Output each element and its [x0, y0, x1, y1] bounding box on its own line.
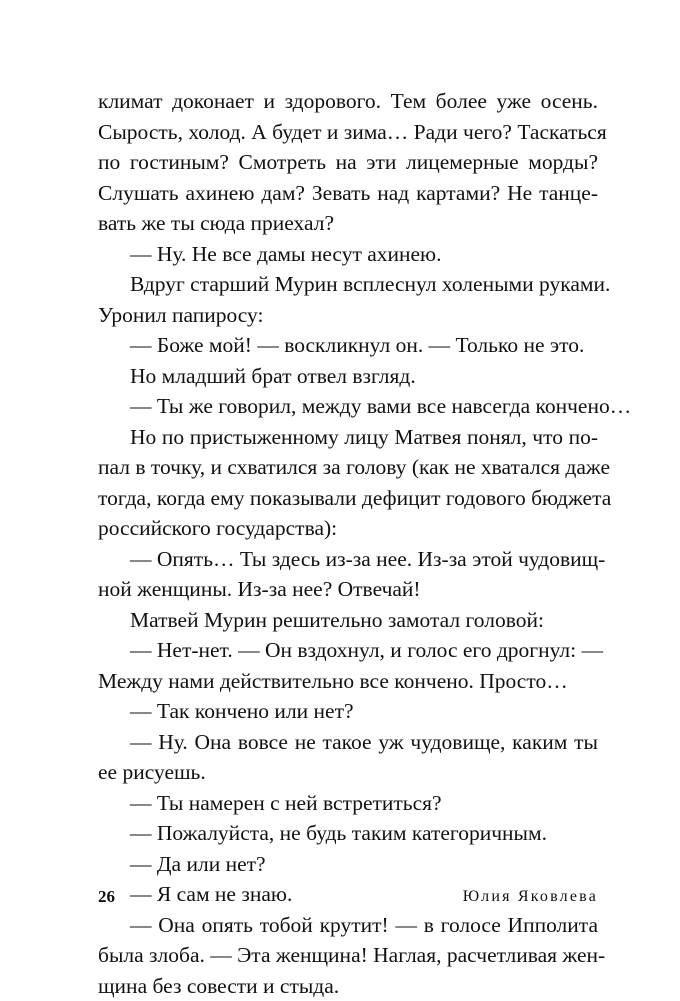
text-line: — Нет-нет. — Он вздохнул, и голос его дрогнул: — [98, 635, 598, 666]
text-line: — Да или нет? [98, 849, 598, 880]
running-head-author: Юлия Яковлева [463, 884, 598, 910]
text-line: — Пожалуйста, не будь таким категоричным. [98, 818, 598, 849]
text-line: ее рисуешь. [98, 757, 598, 788]
text-line: Между нами действительно все кончено. Просто… [98, 666, 598, 697]
text-line: — Ну. Не все дамы несут ахинею. [98, 239, 598, 270]
text-line: ной женщины. Из-за нее? Отвечай! [98, 574, 598, 605]
text-line: — Опять… Ты здесь из-за нее. Из-за этой чудовищ- [98, 544, 598, 575]
text-line: тогда, когда ему показывали дефицит годового бюджета [98, 483, 598, 514]
text-line: российского государства): [98, 513, 598, 544]
text-line: — Ты намерен с ней встретиться? [98, 788, 598, 819]
body-text [98, 86, 598, 1001]
text-line: вать же ты сюда приехал? [98, 208, 598, 239]
text-line: климат доконает и здорового. Тем более уже осень. [98, 86, 598, 117]
text-line: по гостиным? Смотреть на эти лицемерные морды? [98, 147, 598, 178]
text-line: — Ты же говорил, между вами все навсегда кончено… [98, 391, 598, 422]
text-line: Но младший брат отвел взгляд. [98, 361, 598, 392]
text-line: — Так кончено или нет? [98, 696, 598, 727]
text-line: Слушать ахинею дам? Зевать над картами? Не танце- [98, 178, 598, 209]
text-line: — Боже мой! — воскликнул он. — Только не это. [98, 330, 598, 361]
text-line: была злоба. — Эта женщина! Наглая, расчетливая жен- [98, 940, 598, 971]
text-line: щина без совести и стыда. [98, 971, 598, 1001]
page-footer [98, 884, 598, 910]
text-line: Вдруг старший Мурин всплеснул холеными руками. [98, 269, 598, 300]
text-line: — Я сам не знаю. [98, 879, 598, 910]
text-line: Уронил папиросу: [98, 300, 598, 331]
text-line: Матвей Мурин решительно замотал головой: [98, 605, 598, 636]
text-line: Сырость, холод. А будет и зима… Ради чего? Таскаться [98, 117, 598, 148]
text-line: Но по пристыженному лицу Матвея понял, что по- [98, 422, 598, 453]
page-number: 26 [98, 884, 115, 910]
text-line: — Она опять тобой крутит! — в голосе Ипполита [98, 910, 598, 941]
text-line: — Ну. Она вовсе не такое уж чудовище, каким ты [98, 727, 598, 758]
text-line: пал в точку, и схватился за голову (как не хватался даже [98, 452, 598, 483]
